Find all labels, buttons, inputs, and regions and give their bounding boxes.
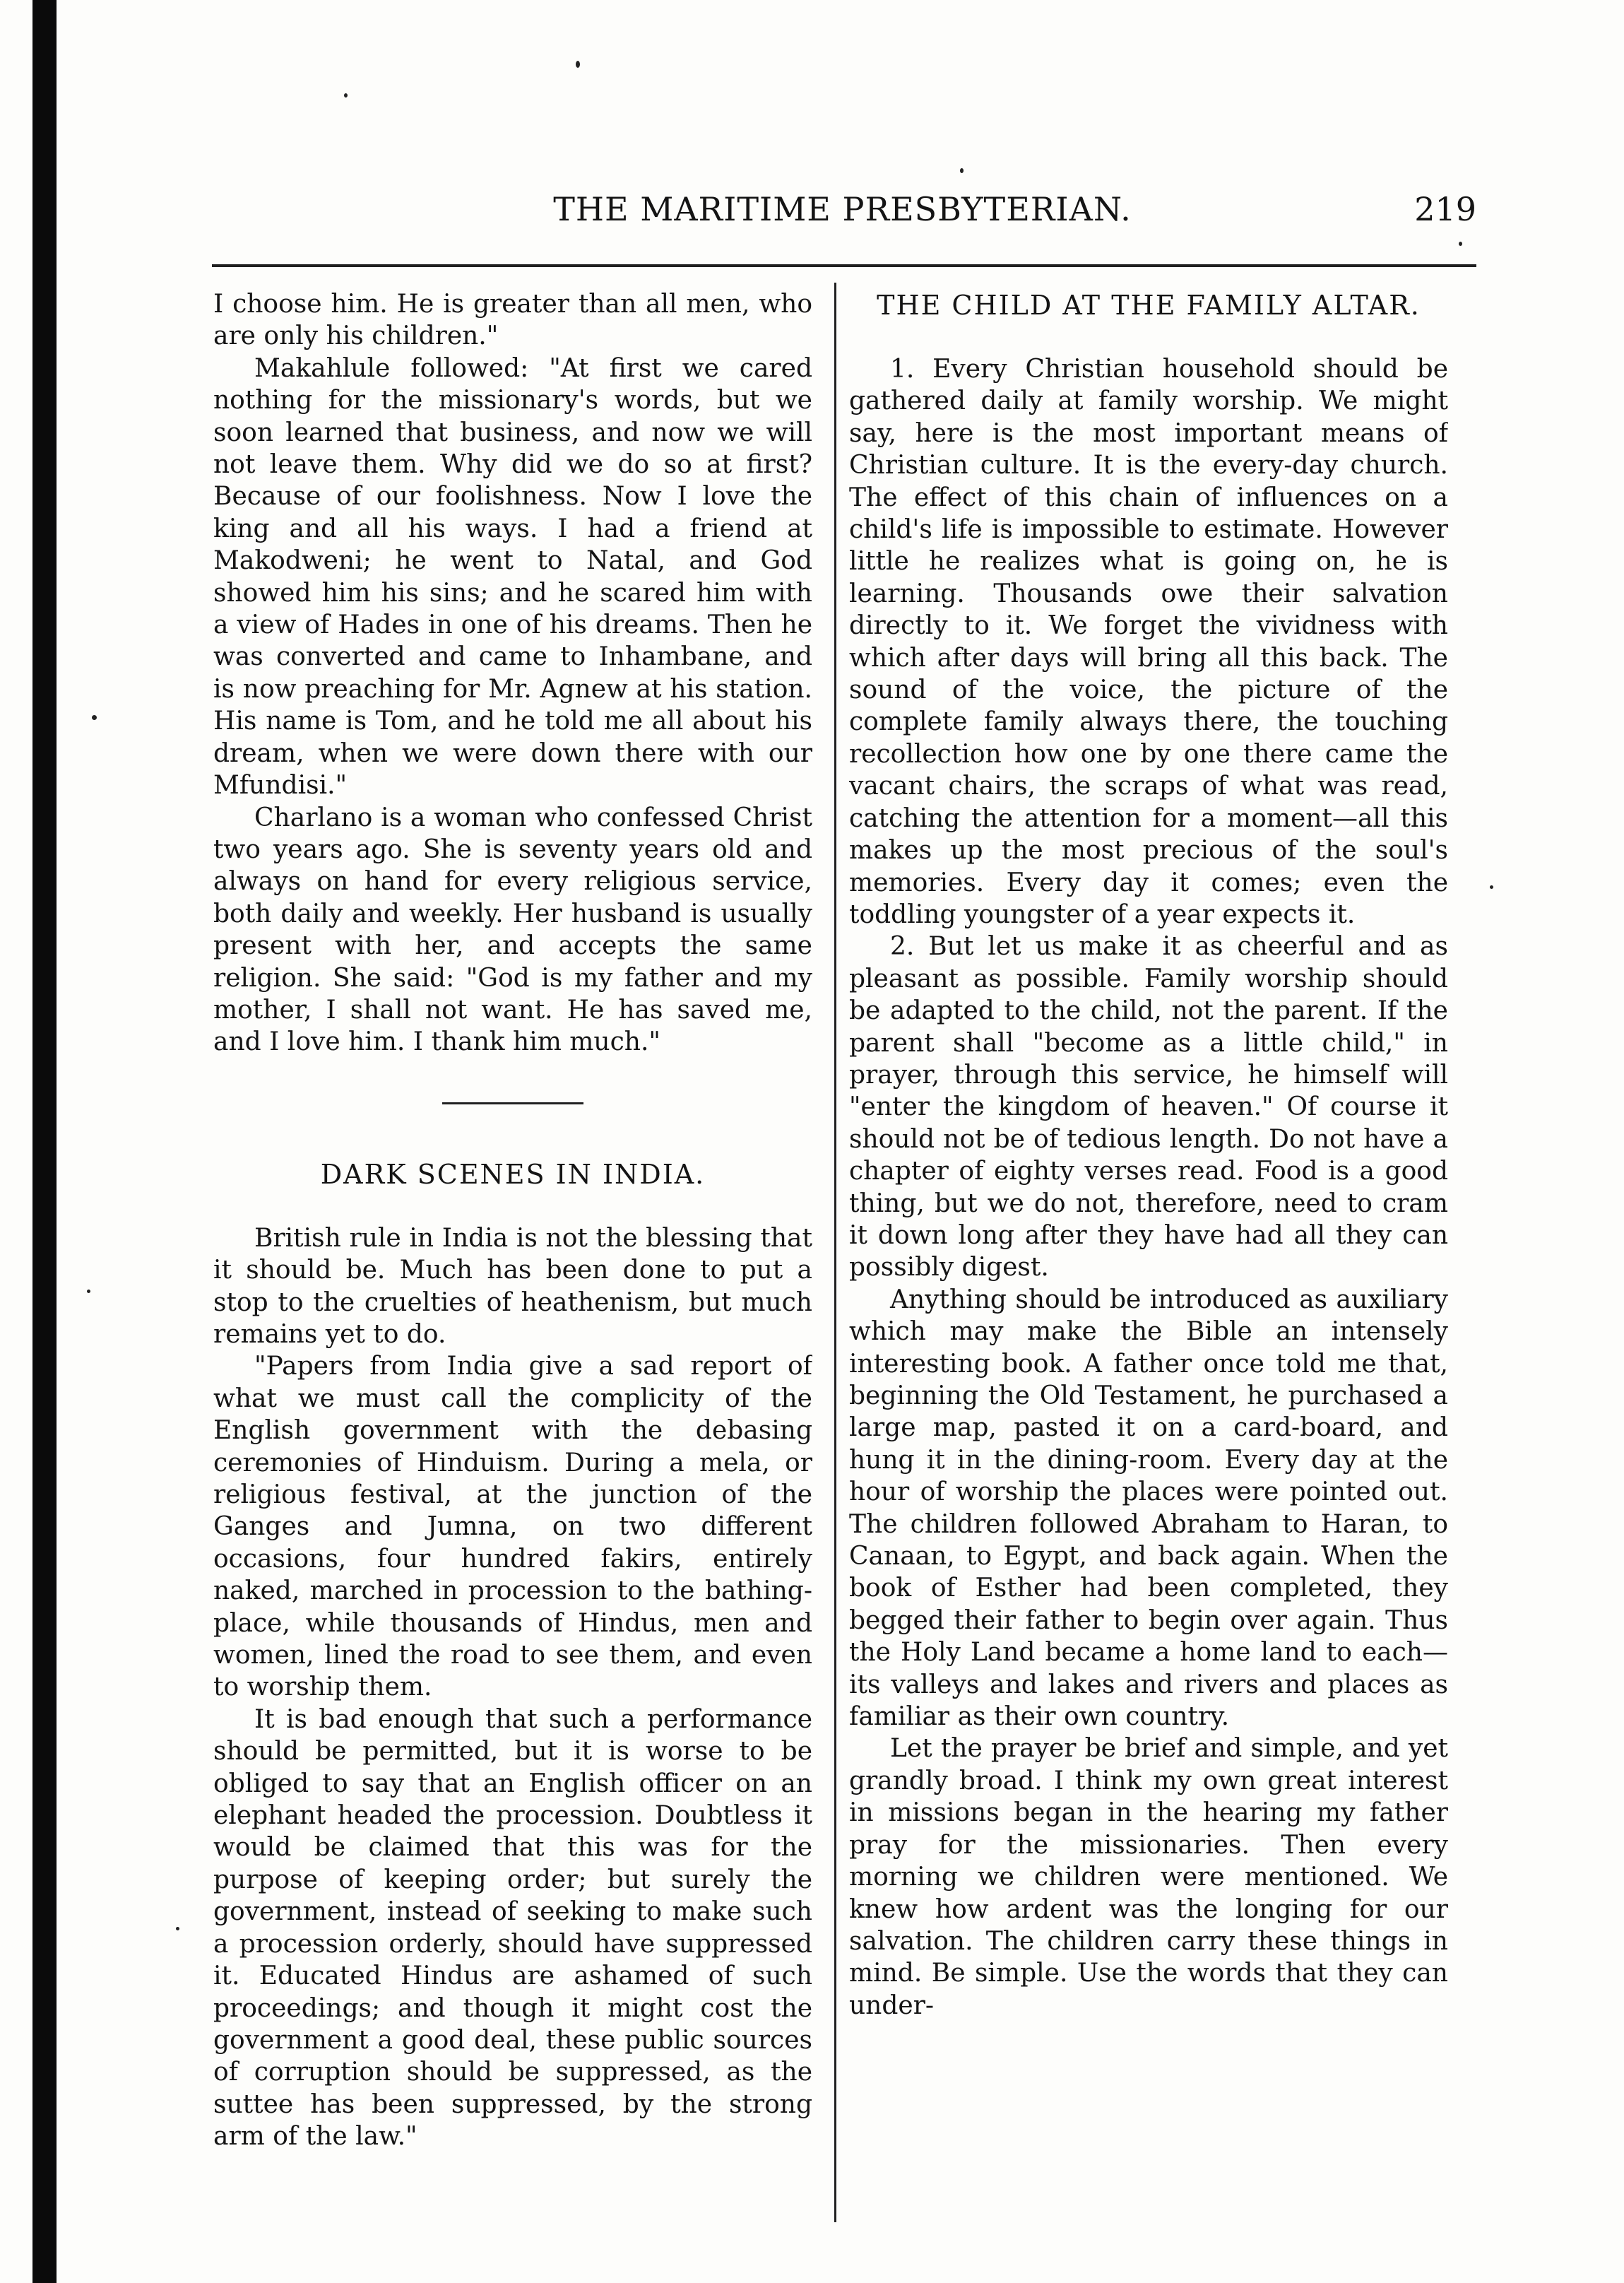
scan-speck <box>576 61 580 68</box>
scan-speck <box>87 1290 90 1293</box>
scan-speck <box>344 93 348 98</box>
body-paragraph: It is bad enough that such a performance should be permitted, but it is worse to be obliged to say that an English officer on an elephant headed the procession. Doubtless it would be claimed that this was for the purpose of keeping order; but surely the government, instead of seeking to make such a procession orderly, should have suppressed it. Educated Hindus are ashamed of such proceedings; and though it might cost the government a good deal, these public sources of corruption should be suppressed, as the suttee has been suppressed, by the strong arm of the law." <box>213 1704 812 2152</box>
left-column <box>213 288 812 2221</box>
body-paragraph: Makahlule followed: "At first we cared nothing for the missionary's words, but we soon learned that business, and now we will not leave them. Why did we do so at first? Because of our foolishness. Now I love the king and all his ways. I had a friend at Makodweni; he went to Natal, and God showed him his sins; and he scared him with a view of Hades in one of his dreams. Then he was converted and came to Inhambane, and is now preaching for Mr. Agnew at his station. His name is Tom, and he told me all about his dream, when we were down there with our Mfundisi." <box>213 353 812 801</box>
scan-speck <box>176 1927 179 1930</box>
body-paragraph: Charlano is a woman who confessed Christ two years ago. She is seventy years old and always on hand for every religious service, both daily and weekly. Her husband is usually present with her, and accepts the same religion. She said: "God is my father and my mother, I shall not want. He has saved me, and I love him. I thank him much." <box>213 803 812 1057</box>
section-divider <box>442 1102 583 1104</box>
article-heading: THE CHILD AT THE FAMILY ALTAR. <box>877 290 1421 321</box>
scan-speck <box>960 168 964 173</box>
body-paragraph: Anything should be introduced as auxiliary which may make the Bible an intensely interesting book. A father once told me that, beginning the Old Testament, he purchased a large map, pasted it on a card-board, and hung it in the dining-room. Every day at the hour of worship the places were pointed out. The children followed Abraham to Haran, to Canaan, to Egypt, and back again. When the book of Esther had been completed, they begged their father to begin over again. Thus the Holy Land became a home land to each—its valleys and lakes and rivers and places as familiar as their own country. <box>849 1285 1448 1732</box>
journal-title: THE MARITIME PRESBYTERIAN. <box>553 190 1132 228</box>
body-paragraph: 2. But let us make it as cheerful and as pleasant as possible. Family worship should be adapted to the child, not the parent. If the parent shall "become as a little child," in prayer, through this service, he himself will "enter the kingdom of heaven." Of course it should not be of tedious length. Do not have a chapter of eighty verses read. Food is a good thing, but we do not, therefore, need to cram it down long after they have had all they can possibly digest. <box>849 932 1448 1282</box>
body-paragraph: I choose him. He is greater than all men, who are only his children." <box>213 290 812 351</box>
scan-speck <box>1490 885 1493 889</box>
scan-speck <box>92 715 97 720</box>
right-column <box>849 288 1448 2221</box>
column-divider <box>834 283 836 2222</box>
page-header <box>208 189 1476 232</box>
scan-speck <box>1459 242 1462 246</box>
scan-edge-bar <box>32 0 57 2283</box>
body-paragraph: 1. Every Christian household should be gathered daily at family worship. We might say, here is the most important means of Christian culture. It is the every-day church. The effect of this chain of influences on a child's life is impossible to estimate. However little he realizes what is going on, he is learning. Thousands owe their salvation directly to it. We forget the vividness with which after days will bring all this back. The sound of the voice, the picture of the complete family always there, the touching recollection how one by one there came the vacant chairs, the scraps of what was read, catching the attention for a moment—all this makes up the most precious of the soul's memories. Every day it comes; even the toddling youngster of a year expects it. <box>849 355 1448 929</box>
body-paragraph: "Papers from India give a sad report of what we must call the complicity of the English government with the debasing ceremonies of Hinduism. During a mela, or religious festival, at the junction of the Ganges and Jumna, on two different occasions, four hundred fakirs, entirely naked, marched in procession to the bathing-place, while thousands of Hindus, men and women, lined the road to see them, and even to worship them. <box>213 1352 812 1702</box>
body-paragraph: Let the prayer be brief and simple, and yet grandly broad. I think my own great interest in missions began in the hearing my father pray for the missionaries. Then every morning we children were mentioned. We knew how ardent was the longing for our salvation. The children carry these things in mind. Be simple. Use the words that they can under- <box>849 1734 1448 2020</box>
page-number: 219 <box>1414 190 1476 228</box>
header-divider <box>212 264 1476 267</box>
body-paragraph: British rule in India is not the blessing that it should be. Much has been done to put a stop to the cruelties of heathenism, but much remains yet to do. <box>213 1223 812 1349</box>
section-heading: DARK SCENES IN INDIA. <box>320 1158 706 1190</box>
